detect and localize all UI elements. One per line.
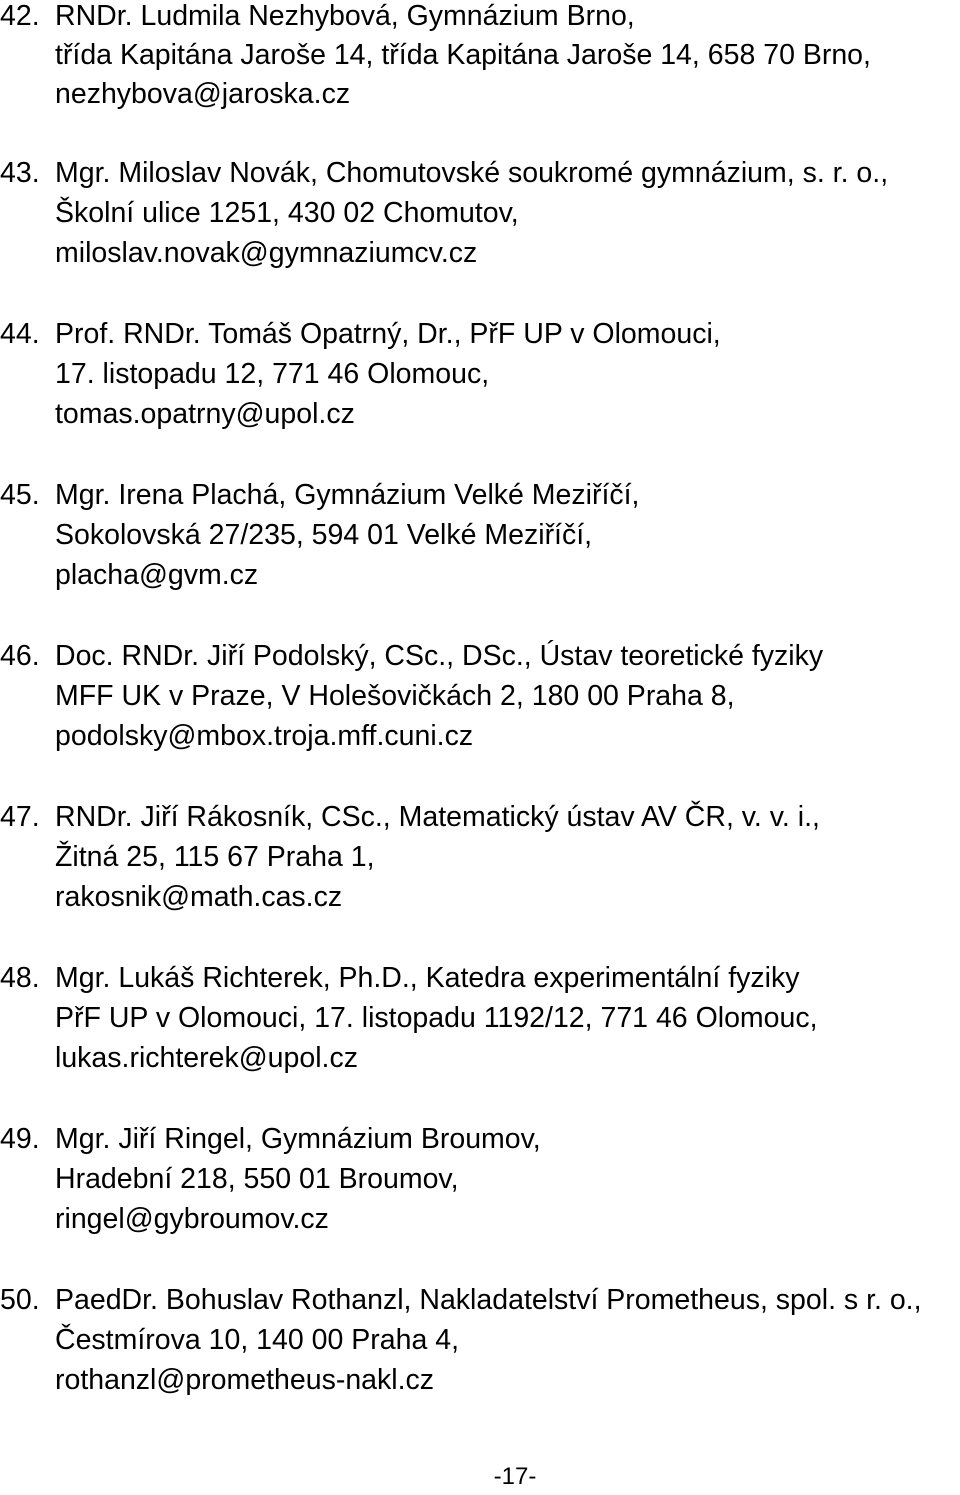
entry-number: 44. [0, 318, 40, 350]
entry-email: tomas.opatrny@upol.cz [55, 398, 355, 430]
entry-email: miloslav.novak@gymnaziumcv.cz [55, 237, 478, 269]
entry-name-affiliation: PaedDr. Bohuslav Rothanzl, Nakladatelství Prometheus, spol. s r. o., [55, 1284, 922, 1316]
entry-address: PřF UP v Olomouci, 17. listopadu 1192/12, 771 46 Olomouc, [55, 1002, 818, 1034]
entry-number: 42. [0, 0, 40, 32]
entry-email: nezhybova@jaroska.cz [55, 78, 351, 110]
entry-address: 17. listopadu 12, 771 46 Olomouc, [55, 358, 490, 390]
entry-email: lukas.richterek@upol.cz [55, 1042, 358, 1074]
entry-email: rothanzl@prometheus-nakl.cz [55, 1364, 435, 1396]
entry-email: podolsky@mbox.troja.mff.cuni.cz [55, 720, 474, 752]
entry-name-affiliation: Mgr. Miloslav Novák, Chomutovské soukromé gymnázium, s. r. o., [55, 157, 889, 189]
entry-address: Školní ulice 1251, 430 02 Chomutov, [55, 197, 519, 229]
entry-name-affiliation: Mgr. Lukáš Richterek, Ph.D., Katedra experimentální fyziky [55, 962, 800, 994]
entry-name-affiliation: Doc. RNDr. Jiří Podolský, CSc., DSc., Ústav teoretické fyziky [55, 640, 824, 672]
entry-number: 47. [0, 801, 40, 833]
entry-number: 50. [0, 1284, 40, 1316]
entry-address: Hradební 218, 550 01 Broumov, [55, 1163, 459, 1195]
entry-name-affiliation: RNDr. Jiří Rákosník, CSc., Matematický ústav AV ČR, v. v. i., [55, 801, 820, 833]
entry-email: ringel@gybroumov.cz [55, 1203, 329, 1235]
entry-email: rakosnik@math.cas.cz [55, 881, 343, 913]
entry-address: Čestmírova 10, 140 00 Praha 4, [55, 1324, 459, 1356]
entry-name-affiliation: Mgr. Jiří Ringel, Gymnázium Broumov, [55, 1123, 541, 1155]
entry-email: placha@gvm.cz [55, 559, 259, 591]
entry-number: 49. [0, 1123, 40, 1155]
entry-name-affiliation: RNDr. Ludmila Nezhybová, Gymnázium Brno, [55, 0, 635, 32]
entry-number: 43. [0, 157, 40, 189]
entry-address: Žitná 25, 115 67 Praha 1, [55, 841, 375, 873]
entry-name-affiliation: Mgr. Irena Plachá, Gymnázium Velké Meziříčí, [55, 479, 640, 511]
entry-address: MFF UK v Praze, V Holešovičkách 2, 180 00 Praha 8, [55, 680, 735, 712]
entry-address: třída Kapitána Jaroše 14, třída Kapitána Jaroše 14, 658 70 Brno, [55, 39, 871, 71]
entry-number: 48. [0, 962, 40, 994]
entry-number: 45. [0, 479, 40, 511]
entry-name-affiliation: Prof. RNDr. Tomáš Opatrný, Dr., PřF UP v Olomouci, [55, 318, 721, 350]
entry-address: Sokolovská 27/235, 594 01 Velké Meziříčí, [55, 519, 593, 551]
page-number: -17- [493, 1463, 537, 1490]
entry-number: 46. [0, 640, 40, 672]
